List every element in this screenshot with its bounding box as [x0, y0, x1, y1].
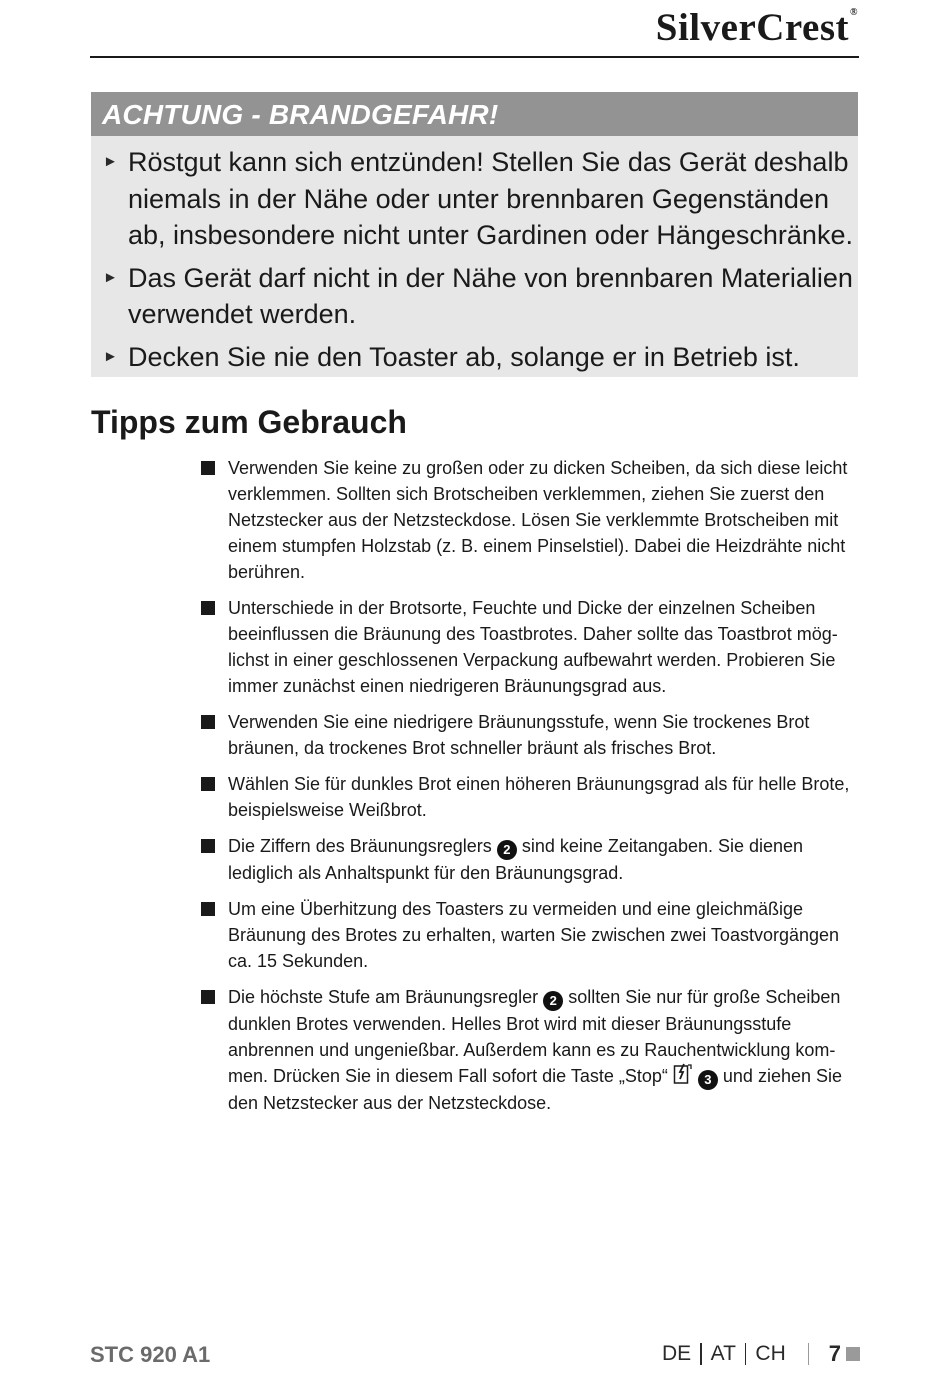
square-bullet-icon [201, 990, 215, 1004]
header-divider [90, 56, 859, 58]
warning-item: ► Das Gerät darf nicht in der Nähe von brennbaren Materialien verwendet werden. [91, 260, 858, 333]
footer-divider [745, 1343, 747, 1365]
warning-item: ► Decken Sie nie den Toaster ab, solange er in Betrieb ist. [91, 339, 858, 376]
model-number: STC 920 A1 [90, 1342, 211, 1367]
country-de: DE [661, 1342, 692, 1365]
country-ch: CH [755, 1342, 786, 1365]
triangle-bullet-icon: ► [103, 347, 118, 365]
triangle-bullet-icon: ► [103, 153, 118, 170]
triangle-bullet-icon: ► [103, 268, 118, 286]
section-title: Tipps zum Gebrauch [91, 404, 407, 440]
tip-item: Verwenden Sie keine zu großen oder zu dicken Scheiben, da sich diese leicht verklemmen. Sollten sich Brotscheiben verklemmen, ziehen Sie zuerst den Netzstecker aus der Netzsteckdose. Lösen Sie verklemmte Brotscheiben mit einem stumpfen Holzstab (z. B. einem Pinselstiel). Dabei die Heizdrähte nicht berühren. [198, 455, 858, 585]
page-square-icon [846, 1347, 860, 1361]
square-bullet-icon [201, 777, 215, 791]
tip-item: Wählen Sie für dunkles Brot einen höheren Bräunungsgrad als für helle Brote, beispielsweise Weißbrot. [198, 771, 858, 823]
square-bullet-icon [201, 715, 215, 729]
stop-button-number-badge: 3 [698, 1070, 718, 1090]
warning-list [91, 136, 858, 375]
tip-item: Die höchste Stufe am Bräunungsregler 2 sollten Sie nur für große Scheiben dunklen Brotes verwenden. Helles Brot wird mit dieser Bräunungsstufe anbrennen und ungenießbar. Außerdem kann es zu Rauchentwicklung kommen. Drücken Sie in diesem Fall sofort die Taste „Stop“ 3 und ziehen Sie den Netzstecker aus der Netzsteckdose. [198, 984, 858, 1116]
square-bullet-icon [201, 902, 215, 916]
footer-divider [700, 1343, 702, 1365]
square-bullet-icon [201, 601, 215, 615]
footer-divider [808, 1343, 809, 1365]
square-bullet-icon [201, 461, 215, 475]
square-bullet-icon [201, 839, 215, 853]
tip-item: Verwenden Sie eine niedrigere Bräunungsstufe, wenn Sie trockenes Brot bräunen, da trockenes Brot schneller bräunt als frisches Brot. [198, 709, 858, 761]
country-at: AT [710, 1342, 736, 1365]
footer-page-info [662, 1341, 860, 1367]
page-number: 7 [828, 1341, 841, 1366]
tip-item: Unterschiede in der Brotsorte, Feuchte und Dicke der einzelnen Scheiben beeinflussen die Bräunung des Toastbrotes. Daher sollte das Toastbrot möglichst in einer geschlossenen Verpackung aufbewahrt werden. Probieren Sie immer zunächst einen niedrigeren Bräunungsgrad aus. [198, 595, 858, 699]
browning-control-number-badge: 2 [543, 991, 563, 1011]
fire-warning-box [91, 92, 858, 377]
brand-logo: SilverCrest® [655, 6, 858, 49]
tips-list [198, 455, 858, 1126]
warning-item: ► Röstgut kann sich entzünden! Stellen Sie das Gerät deshalb niemals in der Nähe oder unter brennbaren Gegenständen ab, insbesondere nicht unter Gardinen oder Hängeschränke. [91, 144, 858, 254]
stop-button-icon [673, 1063, 693, 1085]
warning-title: ACHTUNG - BRANDGEFAHR! [91, 92, 858, 136]
tip-item: Um eine Überhitzung des Toasters zu vermeiden und eine gleichmäßige Bräunung des Brotes zu erhalten, warten Sie zwischen zwei Toastvorgängen ca. 15 Sekunden. [198, 896, 858, 974]
browning-control-number-badge: 2 [497, 840, 517, 860]
tip-item: Die Ziffern des Bräunungsreglers 2 sind keine Zeitangaben. Sie dienen lediglich als Anhaltspunkt für den Bräunungsgrad. [198, 833, 858, 886]
